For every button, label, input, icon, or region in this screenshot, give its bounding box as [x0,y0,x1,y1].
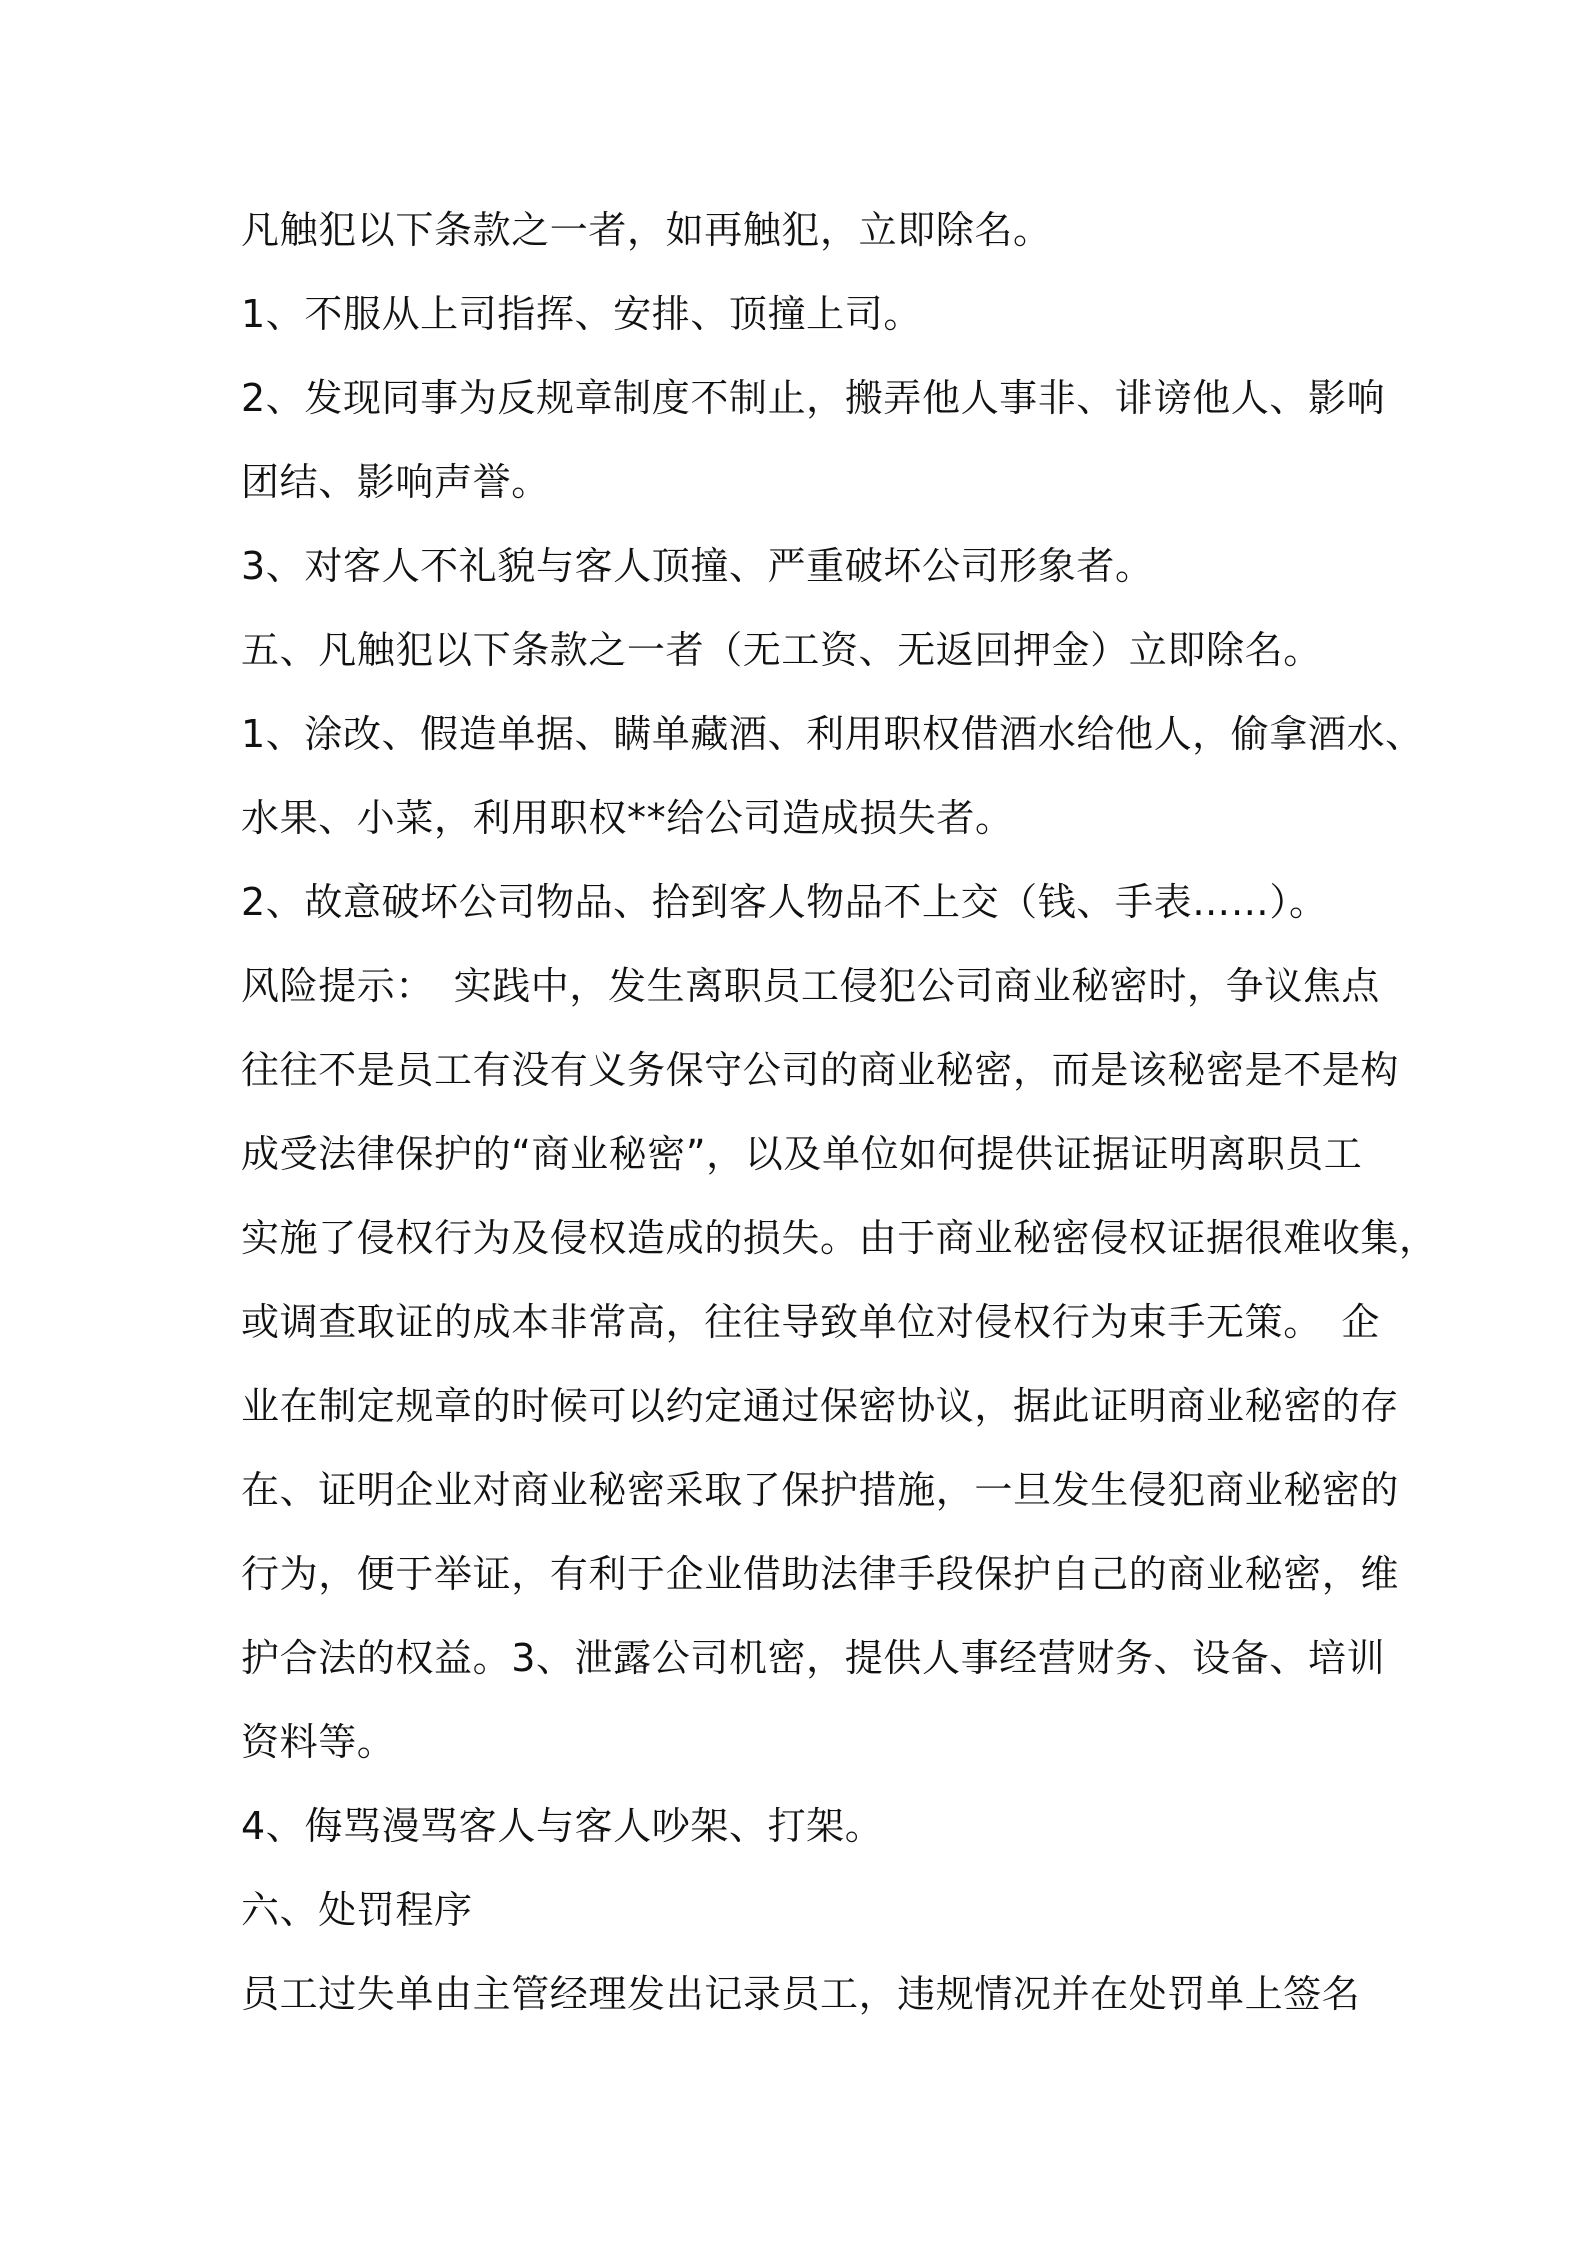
text-line: 1、不服从上司指挥、安排、顶撞上司。 [241,292,922,336]
text-line: 3、对客人不礼貌与客人顶撞、严重破坏公司形象者。 [241,544,1154,588]
text-line: 成受法律保护的“商业秘密”，以及单位如何提供证据证明离职员工 [241,1132,1363,1176]
text-line: 往往不是员工有没有义务保守公司的商业秘密，而是该秘密是不是构 [241,1048,1400,1092]
text-line: 六、处罚程序 [241,1888,473,1932]
text-line: 行为，便于举证，有利于企业借助法律手段保护自己的商业秘密，维 [241,1552,1400,1596]
text-line: 1、涂改、假造单据、瞒单藏酒、利用职权借酒水给他人，偷拿酒水、 [241,712,1424,756]
text-line: 资料等。 [241,1720,396,1764]
text-line: 凡触犯以下条款之一者，如再触犯，立即除名。 [241,208,1052,252]
text-line: 业在制定规章的时候可以约定通过保密协议，据此证明商业秘密的存 [241,1384,1400,1428]
text-line: 2、发现同事为反规章制度不制止，搬弄他人事非、诽谤他人、影响 [241,376,1386,420]
text-line: 员工过失单由主管经理发出记录员工，违规情况并在处罚单上签名 [241,1972,1361,2016]
text-line: 团结、影响声誉。 [241,460,550,504]
text-line: 或调查取证的成本非常高，往往导致单位对侵权行为束手无策。 企 [241,1300,1381,1344]
text-line: 护合法的权益。3、泄露公司机密，提供人事经营财务、设备、培训 [241,1636,1386,1680]
text-line: 风险提示： 实践中，发生离职员工侵犯公司商业秘密时，争议焦点 [241,964,1381,1008]
text-line: 实施了侵权行为及侵权造成的损失。由于商业秘密侵权证据很难收集， [241,1216,1438,1260]
text-line: 在、证明企业对商业秘密采取了保护措施，一旦发生侵犯商业秘密的 [241,1468,1400,1512]
text-line: 4、侮骂漫骂客人与客人吵架、打架。 [241,1804,884,1848]
text-line: 五、凡触犯以下条款之一者（无工资、无返回押金）立即除名。 [241,628,1322,672]
text-line: 水果、小菜，利用职权**给公司造成损失者。 [241,796,1014,840]
text-line: 2、故意破坏公司物品、拾到客人物品不上交（钱、手表……）。 [241,880,1328,924]
